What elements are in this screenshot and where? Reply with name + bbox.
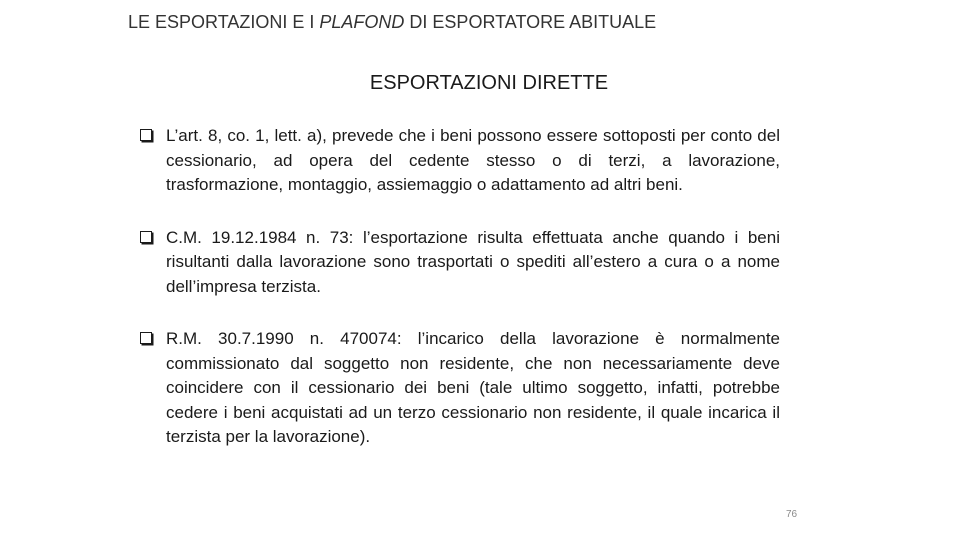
header-italic: PLAFOND: [319, 12, 405, 32]
header-prefix: LE ESPORTAZIONI E I: [128, 12, 320, 32]
bullet-item: [140, 226, 780, 300]
checkbox-bullet-icon: [140, 231, 152, 243]
bullet-item: [140, 327, 780, 450]
page-number: 76: [786, 509, 798, 520]
bullet-item: [140, 124, 780, 198]
checkbox-bullet-icon: [140, 332, 152, 344]
section-title: ESPORTAZIONI DIRETTE: [369, 72, 609, 94]
header-suffix: DI ESPORTATORE ABITUALE: [404, 12, 657, 32]
slide-header: [128, 10, 656, 34]
checkbox-bullet-icon: [140, 129, 152, 141]
bullet-text: C.M. 19.12.1984 n. 73: l’esportazione risulta effettuata anche quando i beni risultanti dalla lavorazione sono trasportati o spediti all’estero a cura o a nome dell’impresa terzista.: [166, 227, 780, 296]
bullet-text: R.M. 30.7.1990 n. 470074: l’incarico della lavorazione è normalmente commissionato dal soggetto non residente, che non necessariamente deve coincidere con il cessionario dei beni (tale ultimo soggetto, infatti, potrebbe cedere i beni acquistati ad un terzo cessionario non residente, il quale incarica il terzista per la lavorazione).: [166, 329, 780, 446]
bullet-text: L’art. 8, co. 1, lett. a), prevede che i beni possono essere sottoposti per conto del cessionario, ad opera del cedente stesso o di terzi, a lavorazione, trasformazione, montaggio, assiemaggio o adattamento ad altri beni.: [166, 126, 780, 194]
bullet-list: [140, 124, 780, 478]
